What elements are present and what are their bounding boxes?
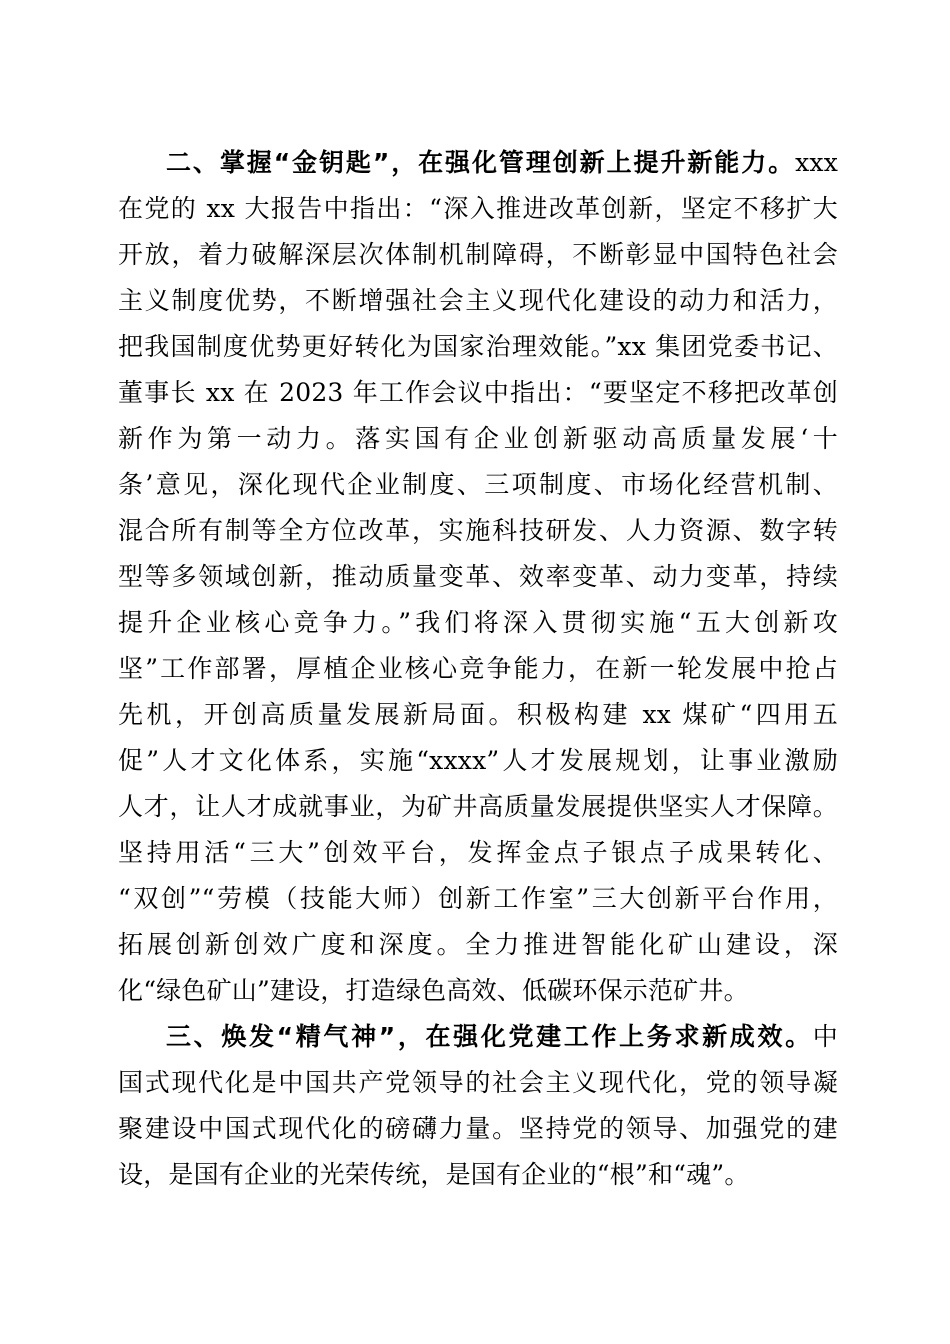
- paragraph-2-line-14: 人才，让人才成就事业，为矿井高质量发展提供坚实人才保障。: [118, 792, 838, 821]
- paragraph-2-line-9: 型等多领域创新，推动质量变革、效率变革、动力变革，持续: [118, 562, 838, 591]
- paragraph-2-line-1: 在党的 xx 大报告中指出：“深入推进改革创新，坚定不移扩大: [118, 194, 838, 223]
- paragraph-2-first-line: [118, 140, 838, 186]
- paragraph-2-line-4: 把我国制度优势更好转化为国家治理效能。”xx 集团党委书记、: [118, 332, 838, 361]
- paragraph-2-line-5: 董事长 xx 在 2023 年工作会议中指出：“要坚定不移把改革创: [118, 378, 838, 407]
- paragraph-2-line-11: 坚”工作部署，厚植企业核心竞争能力，在新一轮发展中抢占: [118, 654, 838, 683]
- paragraph-2-line-7: 条’意见，深化现代企业制度、三项制度、市场化经营机制、: [118, 470, 838, 499]
- paragraph-3-heading: 三、焕发“精气神”，在强化党建工作上务求新成效。: [166, 1022, 813, 1051]
- paragraph-2-line-0: xxx: [795, 148, 838, 177]
- paragraph-3-line-1: 国式现代化是中国共产党领导的社会主义现代化，党的领导凝: [118, 1068, 838, 1097]
- paragraph-2-heading: 二、掌握“金钥匙”，在强化管理创新上提升新能力。: [166, 148, 796, 177]
- paragraph-3-first-line: [118, 1014, 838, 1060]
- paragraph-2-line-6: 新作为第一动力。落实国有企业创新驱动高质量发展‘十: [118, 424, 838, 453]
- paragraph-2-line-3: 主义制度优势，不断增强社会主义现代化建设的动力和活力，: [118, 286, 838, 315]
- paragraph-2-line-8: 混合所有制等全方位改革，实施科技研发、人力资源、数字转: [118, 516, 838, 545]
- paragraph-2-line-2: 开放，着力破解深层次体制机制障碍，不断彰显中国特色社会: [118, 240, 838, 269]
- paragraph-3-line-0: 中: [812, 1022, 838, 1051]
- paragraph-2-line-10: 提升企业核心竞争力。”我们将深入贯彻实施“五大创新攻: [118, 608, 838, 637]
- paragraph-3-line-2: 聚建设中国式现代化的磅礴力量。坚持党的领导、加强党的建: [118, 1114, 838, 1143]
- paragraph-2-line-12: 先机，开创高质量发展新局面。积极构建 xx 煤矿“四用五: [118, 700, 838, 729]
- paragraph-2-line-15: 坚持用活“三大”创效平台，发挥金点子银点子成果转化、: [118, 838, 838, 867]
- document-body: [118, 140, 838, 1198]
- paragraph-2-line-17: 拓展创新创效广度和深度。全力推进智能化矿山建设，深: [118, 930, 838, 959]
- paragraph-2-line-16: “双创”“劳模（技能大师）创新工作室”三大创新平台作用，: [118, 884, 838, 913]
- paragraph-3-line-3: 设，是国有企业的光荣传统，是国有企业的“根”和“魂”。: [118, 1160, 750, 1189]
- paragraph-2-line-13: 促”人才文化体系，实施“xxxx”人才发展规划，让事业激励: [118, 746, 838, 775]
- paragraph-2-line-18: 化“绿色矿山”建设，打造绿色高效、低碳环保示范矿井。: [118, 976, 749, 1005]
